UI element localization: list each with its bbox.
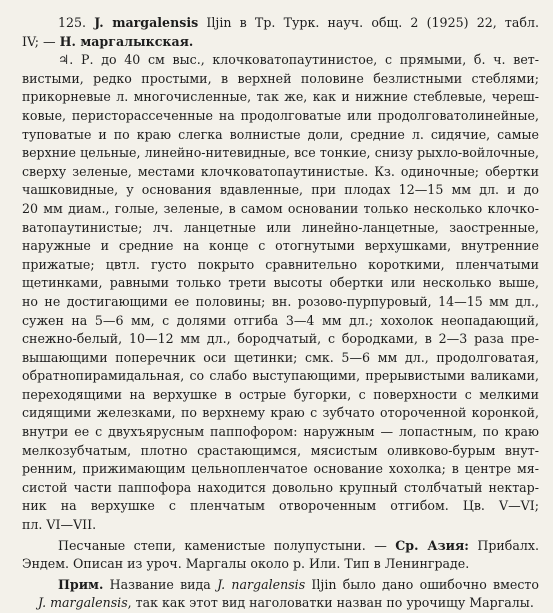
- description-line: чашковидные, у основания вдавленные, при плодах 12—15 мм дл. и до: [22, 182, 539, 198]
- note-text-b: Iljin было дано ошибочно вместо: [305, 576, 539, 592]
- species-name: J. margalensis: [94, 15, 199, 30]
- description-line: прикорневые л. многочисленные, так же, как и нижние стеблевые, череш-: [22, 89, 539, 105]
- description-line: туповатые и по краю слегка волнистые доли, средние л. сидячие, самые: [22, 126, 539, 142]
- region-text: Прибалх.: [468, 537, 539, 553]
- description-line: ник на верхушке с пленчатым отвороченным отгибом. Цв. V—VI;: [22, 498, 539, 514]
- citation-tail: IV; —: [22, 33, 60, 49]
- description-line: наружные и средние на конце с отогнутыми верхушками, внутренние: [22, 238, 539, 254]
- note-text-c: , так как этот вид наголоватки назван по урочищу Маргалы.: [127, 595, 534, 611]
- flowering-tail: пл. VI—VII.: [22, 517, 97, 533]
- description-line: ватопаутинистые; лч. ланцетные или линейно-ланцетные, заостренные,: [22, 219, 539, 235]
- description-line: переходящими на верхушке в острые бугорки, с поверхности с мелкими: [22, 386, 539, 402]
- description-paragraph: [22, 51, 539, 516]
- entry-header-line-1: [22, 14, 539, 33]
- description-line: мелкозубчатым, плотно срастающимся, мясистым оливково-бурым внут-: [22, 442, 539, 458]
- description-line: сужен на 5—6 мм, с долями отгиба 3—4 мм дл.; хохолок неопадающий,: [22, 312, 539, 328]
- note-species-2: J. margalensis: [38, 595, 128, 611]
- description-line: сверху зеленые, местами клочковатопаутинистые. Кз. одиночные; обертки: [22, 163, 539, 179]
- description-line: но не достигающими ее половины; вн. розово-пурпуровый, 14—15 мм дл.,: [22, 293, 539, 309]
- description-line: верхние цельные, линейно-нитевидные, все тонкие, снизу рыхло-войлочные,: [22, 145, 539, 161]
- description-line: обратнопирамидальная, со слабо выступающими, прерывистыми валиками,: [22, 368, 539, 384]
- russian-name: Н. маргалыкская.: [59, 33, 194, 49]
- description-line: внутри ее с двухъярусным паппофором: наружным — лопастным, по краю: [22, 424, 539, 440]
- habitat-text: Песчаные степи, каменистые полупустыни. —: [58, 537, 396, 553]
- note-label: Прим.: [58, 576, 104, 592]
- note-line-1: [22, 576, 539, 595]
- habitat-line-2: Эндем. Описан из уроч. Маргалы около р. Или. Тип в Ленинграде.: [22, 556, 470, 572]
- citation: Iljin в Тр. Турк. науч. общ. 2 (1925) 22, табл.: [206, 15, 539, 30]
- entry-header-line-2: [22, 33, 539, 52]
- description-line: вышающими поперечник оси щетинки; смк. 5—6 мм дл., продолговатая,: [22, 349, 539, 365]
- description-line: ренним, прижимающим цельнопленчатое основание хохолка; в центре мя-: [22, 461, 539, 477]
- note-line-2: [22, 594, 539, 613]
- description-line: вистыми, редко простыми, в верхней половине безлистными стеблями;: [22, 70, 539, 86]
- description-line: ♃. Р. до 40 см выс., клочковатопаутинистое, с прямыми, б. ч. вет-: [58, 52, 539, 68]
- note-text-a: Название вида: [103, 576, 218, 592]
- entry-number: 125.: [58, 15, 87, 30]
- description-line: 20 мм диам., голые, зеленые, в самом основании только несколько клочко-: [22, 200, 539, 216]
- description-line: ковые, перистораcсеченные на продолговатые или продолговатолинейные,: [22, 107, 539, 123]
- habitat-line-1: [22, 537, 539, 556]
- description-line: щетинками, равными только трети высоты обертки или несколько выше,: [22, 275, 539, 291]
- description-line: сидящими железками, по верхнему краю с зубчато отороченной коронкой,: [22, 405, 539, 421]
- note-species-1: J. nargalensis: [217, 576, 306, 592]
- description-line: систой части паппофора находится довольно крупный столбчатый нектар-: [22, 479, 539, 495]
- description-line: прижатые; цвтл. густо покрыто сравнительно короткими, пленчатыми: [22, 256, 539, 272]
- region-label: Ср. Азия:: [395, 537, 469, 553]
- description-line: снежно-белый, 10—12 мм дл., бородчатый, с бородками, в 2—3 раза пре-: [22, 331, 539, 347]
